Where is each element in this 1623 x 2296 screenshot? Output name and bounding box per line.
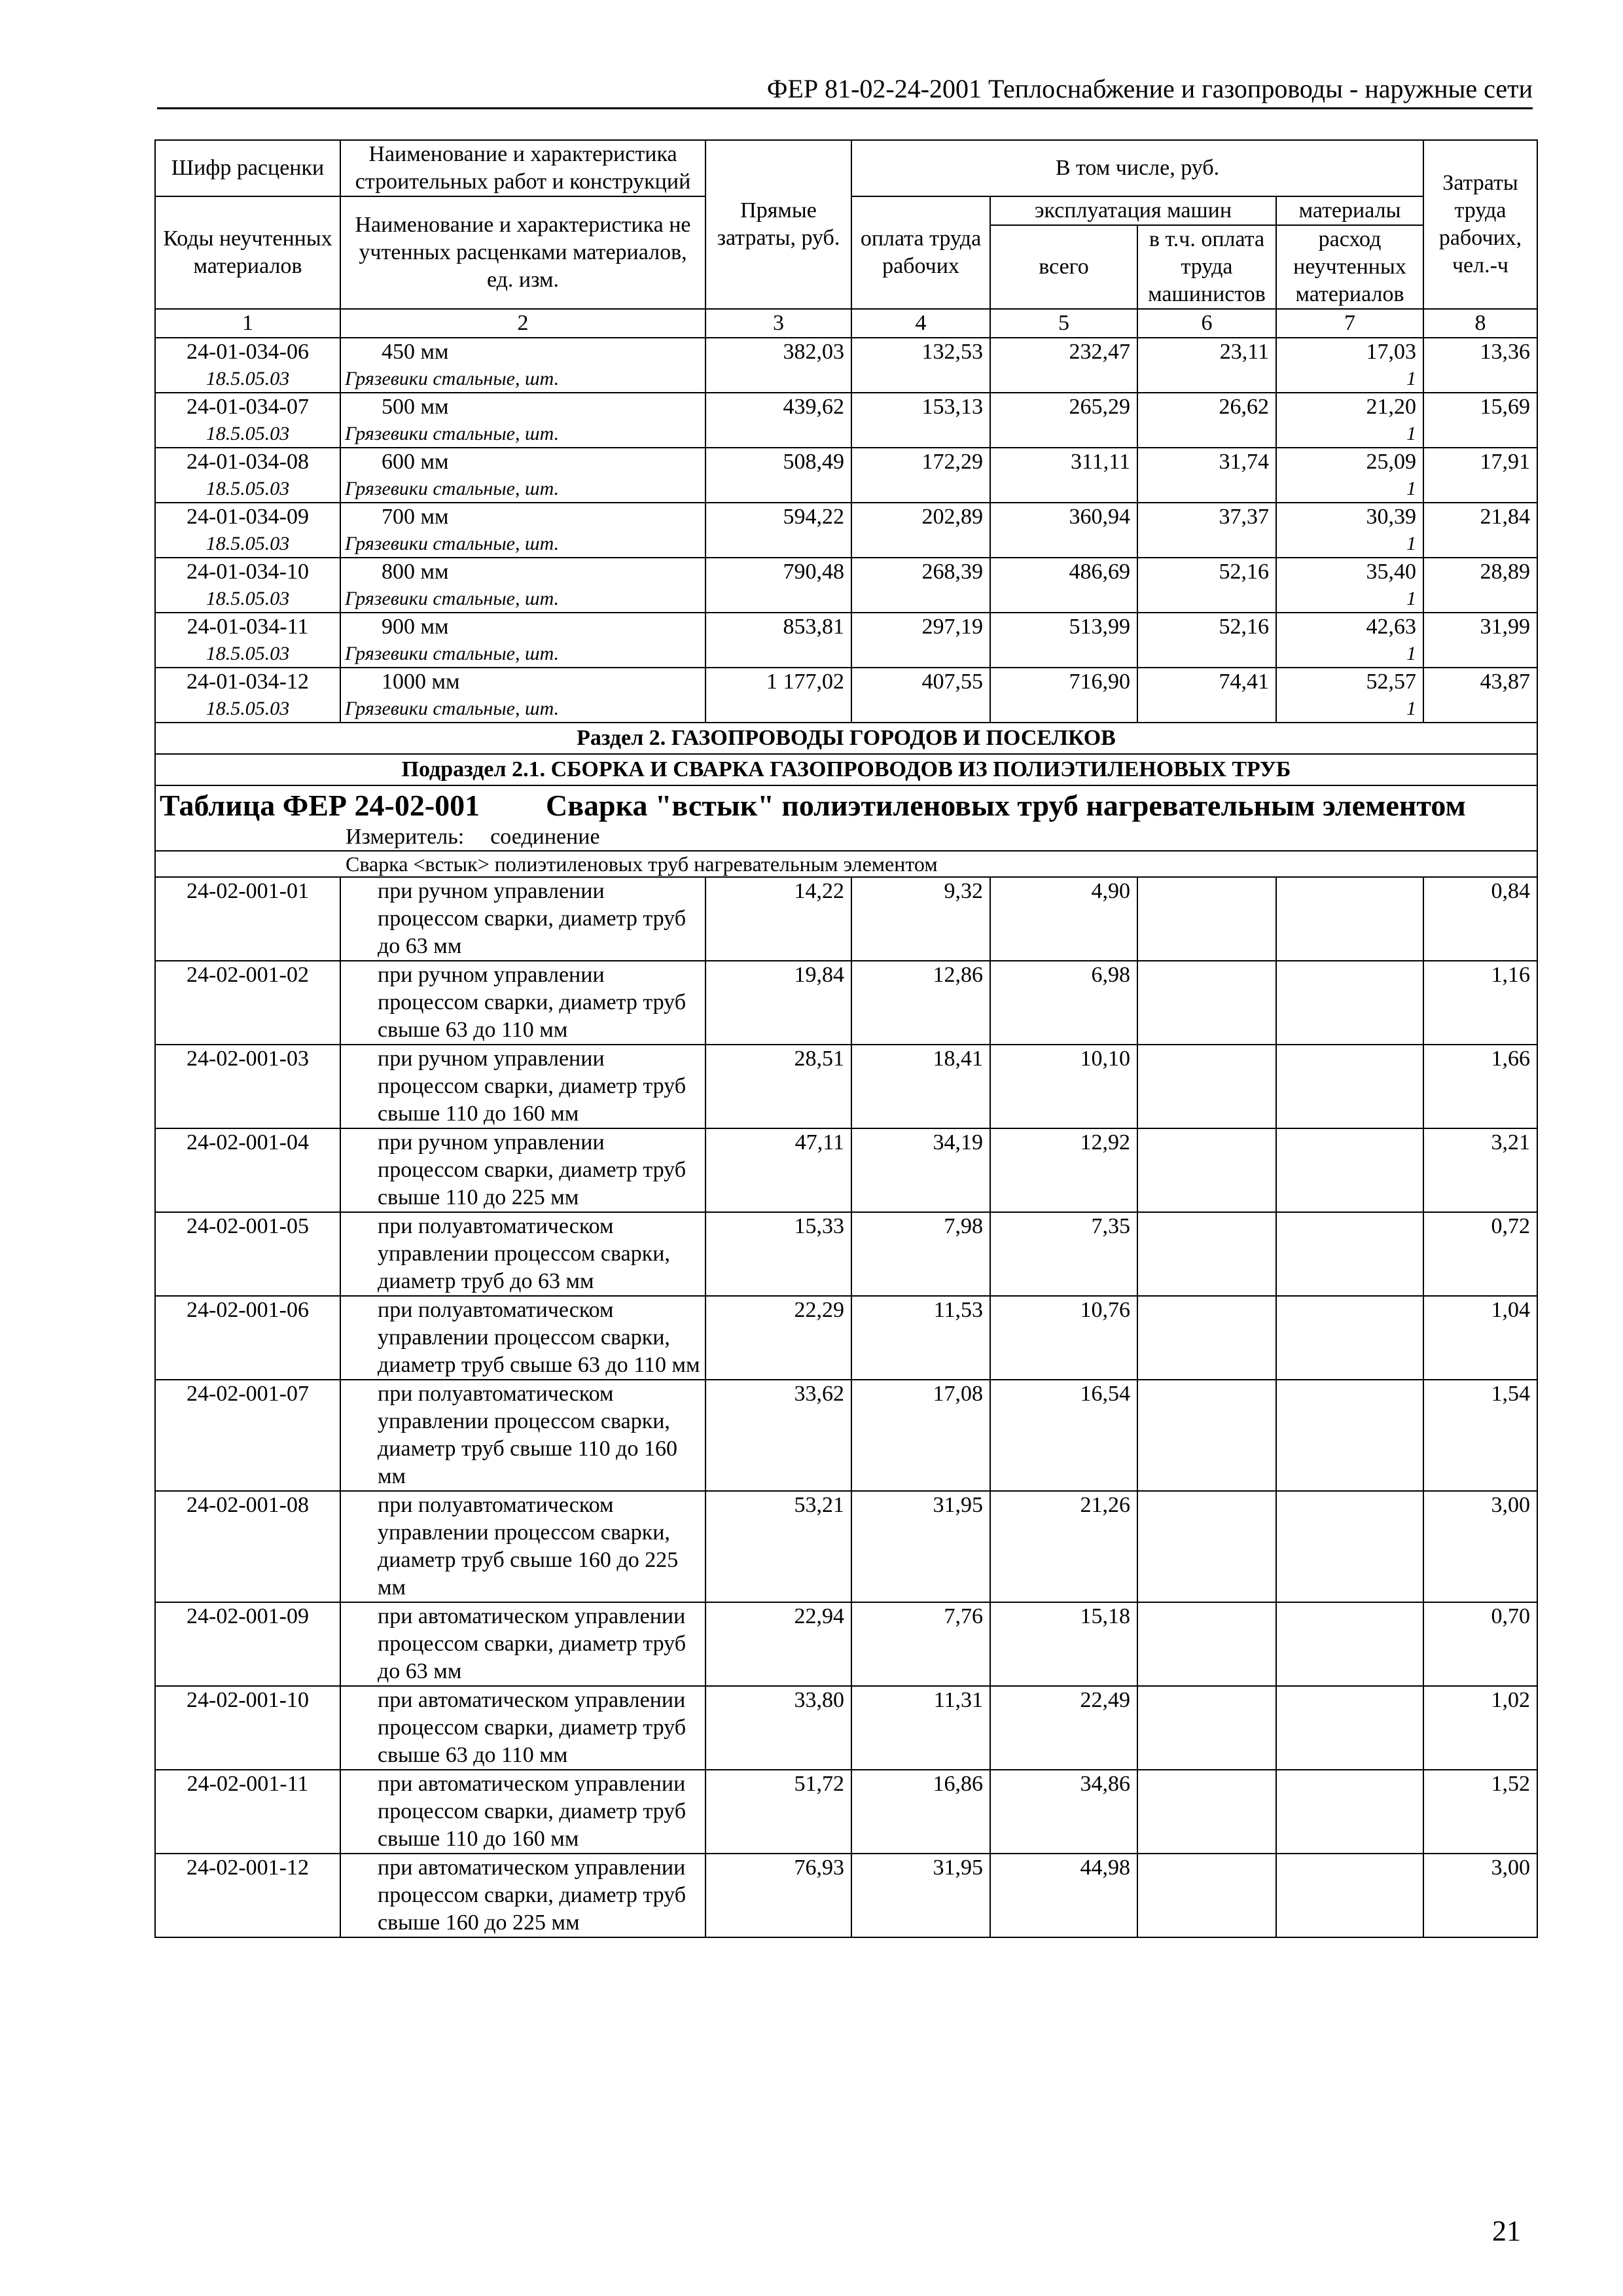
direct-cost: 22,29 (705, 1296, 851, 1380)
material-quantity: 1 (1406, 588, 1416, 609)
direct-cost: 508,49 (705, 448, 851, 503)
machines-total: 6,98 (990, 961, 1137, 1045)
rate-code: 24-01-034-09 (187, 505, 309, 529)
machinist-wages: 31,74 (1137, 448, 1276, 503)
table-row (155, 1296, 1537, 1380)
header-col7: расход неучтенных материалов (1276, 225, 1423, 309)
page-number: 21 (1492, 2215, 1521, 2247)
worker-wages: 31,95 (851, 1854, 990, 1937)
rate-code: 24-02-001-05 (155, 1212, 340, 1296)
material-quantity: 1 (1406, 643, 1416, 664)
name-cell (340, 613, 705, 668)
worker-wages: 34,19 (851, 1128, 990, 1212)
column-numbers-row (155, 309, 1537, 338)
machinist-wages: 23,11 (1137, 338, 1276, 393)
machinist-wages: 52,16 (1137, 613, 1276, 668)
labor-hours: 3,00 (1423, 1854, 1537, 1937)
meter-line (160, 824, 1533, 850)
labor-hours: 1,02 (1423, 1686, 1537, 1770)
rate-code: 24-02-001-03 (155, 1045, 340, 1128)
machines-total: 34,86 (990, 1770, 1137, 1854)
worker-wages: 202,89 (851, 503, 990, 558)
worker-wages: 297,19 (851, 613, 990, 668)
page-header: ФЕР 81-02-24-2001 Теплоснабжение и газопроводы - наружные сети (766, 74, 1533, 103)
code-cell (155, 668, 340, 723)
work-name: при автоматическом управлении процессом сварки, диаметр труб свыше 160 до 225 мм (340, 1854, 705, 1937)
name-cell (340, 448, 705, 503)
labor-hours: 1,04 (1423, 1296, 1537, 1380)
work-name: 600 мм (382, 450, 449, 474)
materials-cell (1276, 613, 1423, 668)
material-code: 18.5.05.03 (205, 478, 290, 499)
material-quantity: 1 (1406, 698, 1416, 719)
header-group-machines: эксплуатация машин (990, 196, 1276, 225)
code-cell (155, 448, 340, 503)
material-quantity: 1 (1406, 533, 1416, 554)
column-number: 5 (990, 309, 1137, 338)
materials-cell (1276, 668, 1423, 723)
rate-code: 24-01-034-12 (187, 670, 309, 694)
table-row (155, 1380, 1537, 1491)
labor-hours: 15,69 (1423, 393, 1537, 448)
labor-hours: 1,16 (1423, 961, 1537, 1045)
worker-wages: 11,53 (851, 1296, 990, 1380)
labor-hours: 0,70 (1423, 1602, 1537, 1686)
materials-cost: 21,20 (1366, 395, 1416, 419)
table-row (155, 1770, 1537, 1854)
table-row (155, 338, 1537, 393)
machinist-wages (1137, 1128, 1276, 1212)
labor-hours: 1,54 (1423, 1380, 1537, 1491)
table-row (155, 1212, 1537, 1296)
rate-code: 24-02-001-12 (155, 1854, 340, 1937)
worker-wages: 16,86 (851, 1770, 990, 1854)
material-name: Грязевики стальные, шт. (345, 588, 560, 609)
labor-hours: 1,52 (1423, 1770, 1537, 1854)
labor-hours: 0,84 (1423, 877, 1537, 961)
machinist-wages (1137, 961, 1276, 1045)
table-row (155, 1045, 1537, 1128)
name-cell (340, 393, 705, 448)
header-group-materials: материалы (1276, 196, 1423, 225)
work-name: при полуавтоматическом управлении процессом сварки, диаметр труб свыше 110 до 160 мм (340, 1380, 705, 1491)
worker-wages: 407,55 (851, 668, 990, 723)
materials-cost (1276, 1212, 1423, 1296)
materials-cell (1276, 558, 1423, 613)
machines-total: 311,11 (990, 448, 1137, 503)
materials-cost: 30,39 (1366, 505, 1416, 529)
table-row (155, 393, 1537, 448)
code-cell (155, 393, 340, 448)
machines-total: 513,99 (990, 613, 1137, 668)
labor-hours: 3,21 (1423, 1128, 1537, 1212)
direct-cost: 19,84 (705, 961, 851, 1045)
material-code: 18.5.05.03 (205, 533, 290, 554)
direct-cost: 15,33 (705, 1212, 851, 1296)
rate-code: 24-01-034-08 (187, 450, 309, 474)
worker-wages: 7,76 (851, 1602, 990, 1686)
materials-cost (1276, 1380, 1423, 1491)
labor-hours: 21,84 (1423, 503, 1537, 558)
rate-code: 24-02-001-09 (155, 1602, 340, 1686)
rate-code: 24-02-001-08 (155, 1491, 340, 1602)
worker-wages: 132,53 (851, 338, 990, 393)
machinist-wages (1137, 1854, 1276, 1937)
machinist-wages (1137, 1686, 1276, 1770)
header-col5: всего (990, 225, 1137, 309)
worker-wages: 153,13 (851, 393, 990, 448)
table-row (155, 1602, 1537, 1686)
rate-code: 24-02-001-04 (155, 1128, 340, 1212)
materials-cost (1276, 1045, 1423, 1128)
direct-cost: 853,81 (705, 613, 851, 668)
table-row (155, 1854, 1537, 1937)
machines-total: 7,35 (990, 1212, 1137, 1296)
machines-total: 232,47 (990, 338, 1137, 393)
table-row (155, 503, 1537, 558)
machinist-wages (1137, 1491, 1276, 1602)
header-group-including: В том числе, руб. (851, 140, 1423, 196)
machinist-wages (1137, 1770, 1276, 1854)
material-quantity: 1 (1406, 478, 1416, 499)
machines-total: 486,69 (990, 558, 1137, 613)
machinist-wages: 74,41 (1137, 668, 1276, 723)
direct-cost: 51,72 (705, 1770, 851, 1854)
table-row (155, 1491, 1537, 1602)
direct-cost: 33,80 (705, 1686, 851, 1770)
material-name: Грязевики стальные, шт. (345, 643, 560, 664)
section-title: Раздел 2. ГАЗОПРОВОДЫ ГОРОДОВ И ПОСЕЛКОВ (155, 723, 1537, 754)
worker-wages: 18,41 (851, 1045, 990, 1128)
column-number: 3 (705, 309, 851, 338)
materials-cost (1276, 1491, 1423, 1602)
direct-cost: 76,93 (705, 1854, 851, 1937)
machinist-wages: 26,62 (1137, 393, 1276, 448)
rate-code: 24-02-001-07 (155, 1380, 340, 1491)
column-number: 7 (1276, 309, 1423, 338)
materials-cost (1276, 1128, 1423, 1212)
material-quantity: 1 (1406, 423, 1416, 444)
direct-cost: 382,03 (705, 338, 851, 393)
rate-code: 24-01-034-10 (187, 560, 309, 584)
subsection-title: Подраздел 2.1. СБОРКА И СВАРКА ГАЗОПРОВОДОВ ИЗ ПОЛИЭТИЛЕНОВЫХ ТРУБ (155, 754, 1537, 785)
direct-cost: 53,21 (705, 1491, 851, 1602)
machinist-wages (1137, 877, 1276, 961)
column-number: 8 (1423, 309, 1537, 338)
meter-value: соединение (490, 825, 600, 849)
header-col1-top: Шифр расценки (155, 140, 340, 196)
materials-cost: 17,03 (1366, 340, 1416, 364)
header-col2-bottom: Наименование и характеристика не учтенных расценками материалов, ед. изм. (340, 196, 705, 309)
work-name: при полуавтоматическом управлении процессом сварки, диаметр труб свыше 63 до 110 мм (340, 1296, 705, 1380)
direct-cost: 33,62 (705, 1380, 851, 1491)
rate-code: 24-01-034-11 (187, 615, 309, 639)
labor-hours: 43,87 (1423, 668, 1537, 723)
rate-code: 24-02-001-11 (155, 1770, 340, 1854)
direct-cost: 790,48 (705, 558, 851, 613)
work-name: 450 мм (382, 340, 449, 364)
material-name: Грязевики стальные, шт. (345, 698, 560, 719)
machines-total: 44,98 (990, 1854, 1137, 1937)
machines-total: 10,10 (990, 1045, 1137, 1128)
work-name: при автоматическом управлении процессом сварки, диаметр труб свыше 110 до 160 мм (340, 1770, 705, 1854)
labor-hours: 28,89 (1423, 558, 1537, 613)
table-row (155, 877, 1537, 961)
worker-wages: 12,86 (851, 961, 990, 1045)
header-col8: Затраты труда рабочих, чел.-ч (1423, 140, 1537, 309)
rate-code: 24-01-034-07 (187, 395, 309, 419)
machines-total: 21,26 (990, 1491, 1137, 1602)
code-cell (155, 338, 340, 393)
machines-total: 15,18 (990, 1602, 1137, 1686)
machinist-wages (1137, 1045, 1276, 1128)
machinist-wages: 52,16 (1137, 558, 1276, 613)
material-code: 18.5.05.03 (205, 643, 290, 664)
materials-cost (1276, 1296, 1423, 1380)
work-name: при ручном управлении процессом сварки, диаметр труб свыше 63 до 110 мм (340, 961, 705, 1045)
worker-wages: 172,29 (851, 448, 990, 503)
work-name: при ручном управлении процессом сварки, диаметр труб до 63 мм (340, 877, 705, 961)
machinist-wages: 37,37 (1137, 503, 1276, 558)
direct-cost: 439,62 (705, 393, 851, 448)
material-name: Грязевики стальные, шт. (345, 368, 560, 389)
material-code: 18.5.05.03 (205, 423, 290, 444)
worker-wages: 268,39 (851, 558, 990, 613)
direct-cost: 22,94 (705, 1602, 851, 1686)
material-code: 18.5.05.03 (205, 368, 290, 389)
table-row (155, 558, 1537, 613)
labor-hours: 3,00 (1423, 1491, 1537, 1602)
machines-total: 12,92 (990, 1128, 1137, 1212)
work-name: при автоматическом управлении процессом сварки, диаметр труб свыше 63 до 110 мм (340, 1686, 705, 1770)
work-name: при ручном управлении процессом сварки, диаметр труб свыше 110 до 160 мм (340, 1045, 705, 1128)
meter-label: Измеритель: (346, 825, 465, 849)
materials-cell (1276, 448, 1423, 503)
direct-cost: 14,22 (705, 877, 851, 961)
column-number: 6 (1137, 309, 1276, 338)
materials-cost: 25,09 (1366, 450, 1416, 474)
name-cell (340, 558, 705, 613)
column-number: 4 (851, 309, 990, 338)
code-cell (155, 613, 340, 668)
work-name: при ручном управлении процессом сварки, диаметр труб свыше 110 до 225 мм (340, 1128, 705, 1212)
labor-hours: 13,36 (1423, 338, 1537, 393)
machines-total: 22,49 (990, 1686, 1137, 1770)
header-col3: Прямые затраты, руб. (705, 140, 851, 309)
worker-wages: 31,95 (851, 1491, 990, 1602)
machines-total: 4,90 (990, 877, 1137, 961)
materials-cost (1276, 961, 1423, 1045)
table-row (155, 448, 1537, 503)
column-number: 1 (155, 309, 340, 338)
price-table (154, 139, 1538, 1938)
header-col2-top: Наименование и характеристика строительных работ и конструкций (340, 140, 705, 196)
header-col1-bottom: Коды неучтенных материалов (155, 196, 340, 309)
name-cell (340, 503, 705, 558)
rate-code: 24-02-001-06 (155, 1296, 340, 1380)
header-col4: оплата труда рабочих (851, 196, 990, 309)
labor-hours: 31,99 (1423, 613, 1537, 668)
materials-cost: 35,40 (1366, 560, 1416, 584)
work-name: при полуавтоматическом управлении процессом сварки, диаметр труб до 63 мм (340, 1212, 705, 1296)
material-quantity: 1 (1406, 368, 1416, 389)
rate-code: 24-02-001-01 (155, 877, 340, 961)
machines-total: 16,54 (990, 1380, 1137, 1491)
materials-cell (1276, 393, 1423, 448)
work-name: 1000 мм (382, 670, 460, 694)
code-cell (155, 503, 340, 558)
machines-total: 716,90 (990, 668, 1137, 723)
header-rule (157, 107, 1533, 109)
rate-code: 24-02-001-02 (155, 961, 340, 1045)
material-code: 18.5.05.03 (205, 588, 290, 609)
table-row (155, 613, 1537, 668)
material-name: Грязевики стальные, шт. (345, 533, 560, 554)
materials-cost (1276, 877, 1423, 961)
table-row (155, 961, 1537, 1045)
machinist-wages (1137, 1380, 1276, 1491)
worker-wages: 9,32 (851, 877, 990, 961)
material-code: 18.5.05.03 (205, 698, 290, 719)
rate-code: 24-02-001-10 (155, 1686, 340, 1770)
code-cell (155, 558, 340, 613)
machines-total: 360,94 (990, 503, 1137, 558)
materials-cell (1276, 338, 1423, 393)
materials-cost: 42,63 (1366, 615, 1416, 639)
direct-cost: 28,51 (705, 1045, 851, 1128)
name-cell (340, 668, 705, 723)
machinist-wages (1137, 1212, 1276, 1296)
name-cell (340, 338, 705, 393)
work-name: 800 мм (382, 560, 449, 584)
table-caption: Сварка <встык> полиэтиленовых труб нагревательным элементом (155, 851, 1537, 877)
direct-cost: 47,11 (705, 1128, 851, 1212)
table-row (155, 1686, 1537, 1770)
work-name: 900 мм (382, 615, 449, 639)
material-name: Грязевики стальные, шт. (345, 478, 560, 499)
materials-cost: 52,57 (1366, 670, 1416, 694)
table-title-block (155, 785, 1537, 851)
materials-cost (1276, 1854, 1423, 1937)
table-name: Сварка "встык" полиэтиленовых труб нагревательным элементом (546, 789, 1466, 822)
material-name: Грязевики стальные, шт. (345, 423, 560, 444)
work-name: 700 мм (382, 505, 449, 529)
machinist-wages (1137, 1602, 1276, 1686)
work-name: при автоматическом управлении процессом сварки, диаметр труб до 63 мм (340, 1602, 705, 1686)
table-row (155, 668, 1537, 723)
table-code: Таблица ФЕР 24-02-001 (160, 789, 480, 822)
direct-cost: 1 177,02 (705, 668, 851, 723)
work-name: 500 мм (382, 395, 449, 419)
rate-code: 24-01-034-06 (187, 340, 309, 364)
table-row (155, 1128, 1537, 1212)
worker-wages: 17,08 (851, 1380, 990, 1491)
column-number: 2 (340, 309, 705, 338)
direct-cost: 594,22 (705, 503, 851, 558)
machines-total: 265,29 (990, 393, 1137, 448)
materials-cost (1276, 1686, 1423, 1770)
header-col6: в т.ч. оплата труда машинистов (1137, 225, 1276, 309)
labor-hours: 0,72 (1423, 1212, 1537, 1296)
labor-hours: 17,91 (1423, 448, 1537, 503)
materials-cost (1276, 1602, 1423, 1686)
machines-total: 10,76 (990, 1296, 1137, 1380)
worker-wages: 7,98 (851, 1212, 990, 1296)
materials-cost (1276, 1770, 1423, 1854)
labor-hours: 1,66 (1423, 1045, 1537, 1128)
machinist-wages (1137, 1296, 1276, 1380)
work-name: при полуавтоматическом управлении процессом сварки, диаметр труб свыше 160 до 225 мм (340, 1491, 705, 1602)
materials-cell (1276, 503, 1423, 558)
worker-wages: 11,31 (851, 1686, 990, 1770)
